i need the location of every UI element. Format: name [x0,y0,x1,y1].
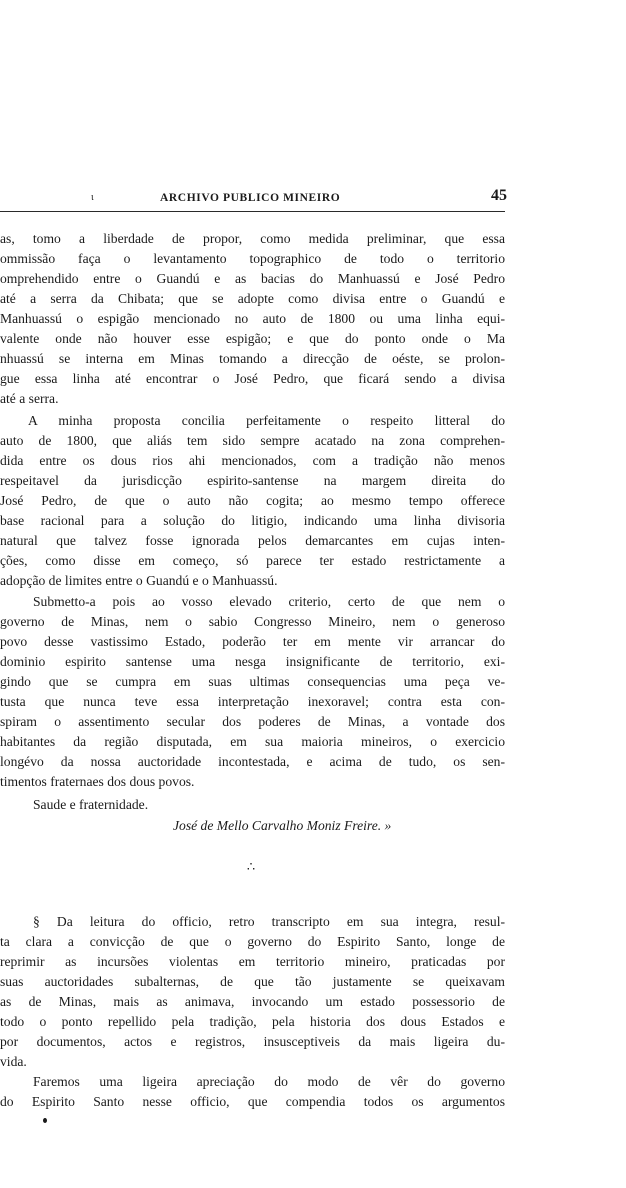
text-line: respeitavel da jurisdicção espirito-santense na margem direita do [0,473,505,488]
text-line: A minha proposta concilia perfeitamente o respeito litteral do [28,413,505,428]
text-line: todo o ponto repellido pela tradição, pela historia dos dous Estados e [0,1014,505,1029]
ink-dot [43,1118,47,1123]
text-line: longévo da nossa auctoridade incontestada, e acima de tudo, os sen- [0,754,505,769]
text-line: Manhuassú o espigão mencionado no auto de 1800 ou uma linha equi- [0,311,505,326]
text-line: valente onde não houver esse espigão; e que do ponto onde o Ma [0,331,505,346]
text-line: até a serra da Chibata; que se adopte como divisa entre o Guandú e [0,291,505,306]
text-line: gue essa linha até encontrar o José Pedro, que ficará sendo a divisa [0,371,505,386]
header-rule [0,211,505,212]
text-line: ta clara a convicção de que o governo do Espirito Santo, longe de [0,934,505,949]
text-line: Submetto-a pois ao vosso elevado criterio, certo de que nem o [33,594,505,609]
closing-salutation: Saude e fraternidade. [33,797,149,812]
text-line: natural que talvez fosse ignorada pelos demarcantes em cujas inten- [0,533,505,548]
text-line: povo desse vastissimo Estado, poderão ter em mente vir arrancar do [0,634,505,649]
text-line: do Espirito Santo nesse officio, que compendia todos os argumentos [0,1094,505,1109]
text-line: auto de 1800, que aliás tem sido sempre acatado na zona comprehen- [0,433,505,448]
page-number: 45 [491,187,507,204]
text-line: vida. [0,1054,27,1069]
signature: José de Mello Carvalho Moniz Freire. » [173,818,392,833]
text-line: ções, como disse em começo, só parece ter estado restrictamente a [0,553,505,568]
text-line: omprehendido entre o Guandú e as bacias do Manhuassú e José Pedro [0,271,505,286]
text-line: suas auctoridades subalternas, de que tão justamente se queixavam [0,974,505,989]
text-line: habitantes da região disputada, em sua maioria mineiros, o exercicio [0,734,505,749]
text-line: até a serra. [0,391,59,406]
text-line: spiram o assentimento secular dos poderes de Minas, a vontade dos [0,714,505,729]
text-line: adopção de limites entre o Guandú e o Manhuassú. [0,573,278,588]
text-line: as, tomo a liberdade de propor, como medida preliminar, que essa [0,231,505,246]
text-line: Faremos uma ligeira apreciação do modo de vêr do governo [33,1074,505,1089]
text-line: por documentos, actos e registros, insusceptiveis da mais ligeira du- [0,1034,505,1049]
text-line: reprimir as incursões violentas em territorio mineiro, praticadas por [0,954,505,969]
running-title: ARCHIVO PUBLICO MINEIRO [160,192,341,204]
text-line: base racional para a solução do litigio, indicando uma linha divisoria [0,513,505,528]
text-line: tusta que nunca teve essa interpretação inexoravel; contra esta con- [0,694,505,709]
text-line: José Pedro, de que o auto não cogita; ao mesmo tempo offerece [0,493,505,508]
text-line: governo de Minas, nem o sabio Congresso Mineiro, nem o generoso [0,614,505,629]
header-mark: ι [91,192,94,203]
text-line: § Da leitura do officio, retro transcripto em sua integra, resul- [33,914,505,929]
text-line: as de Minas, mais as animava, invocando um estado possessorio de [0,994,505,1009]
page-header [0,187,626,211]
text-line: dida entre os dous rios ahi mencionados, com a tradição não menos [0,453,505,468]
text-line: timentos fraternaes dos dous povos. [0,774,195,789]
text-line: ommissão faça o levantamento topographico de todo o territorio [0,251,505,266]
text-line: nhuassú se interna em Minas tomando a direcção de oéste, se prolon- [0,351,505,366]
section-separator: ∴ [246,859,256,874]
text-line: gindo que se cumpra em suas ultimas consequencias uma peça ve- [0,674,505,689]
text-line: dominio espirito santense uma nesga insignificante de territorio, exi- [0,654,505,669]
